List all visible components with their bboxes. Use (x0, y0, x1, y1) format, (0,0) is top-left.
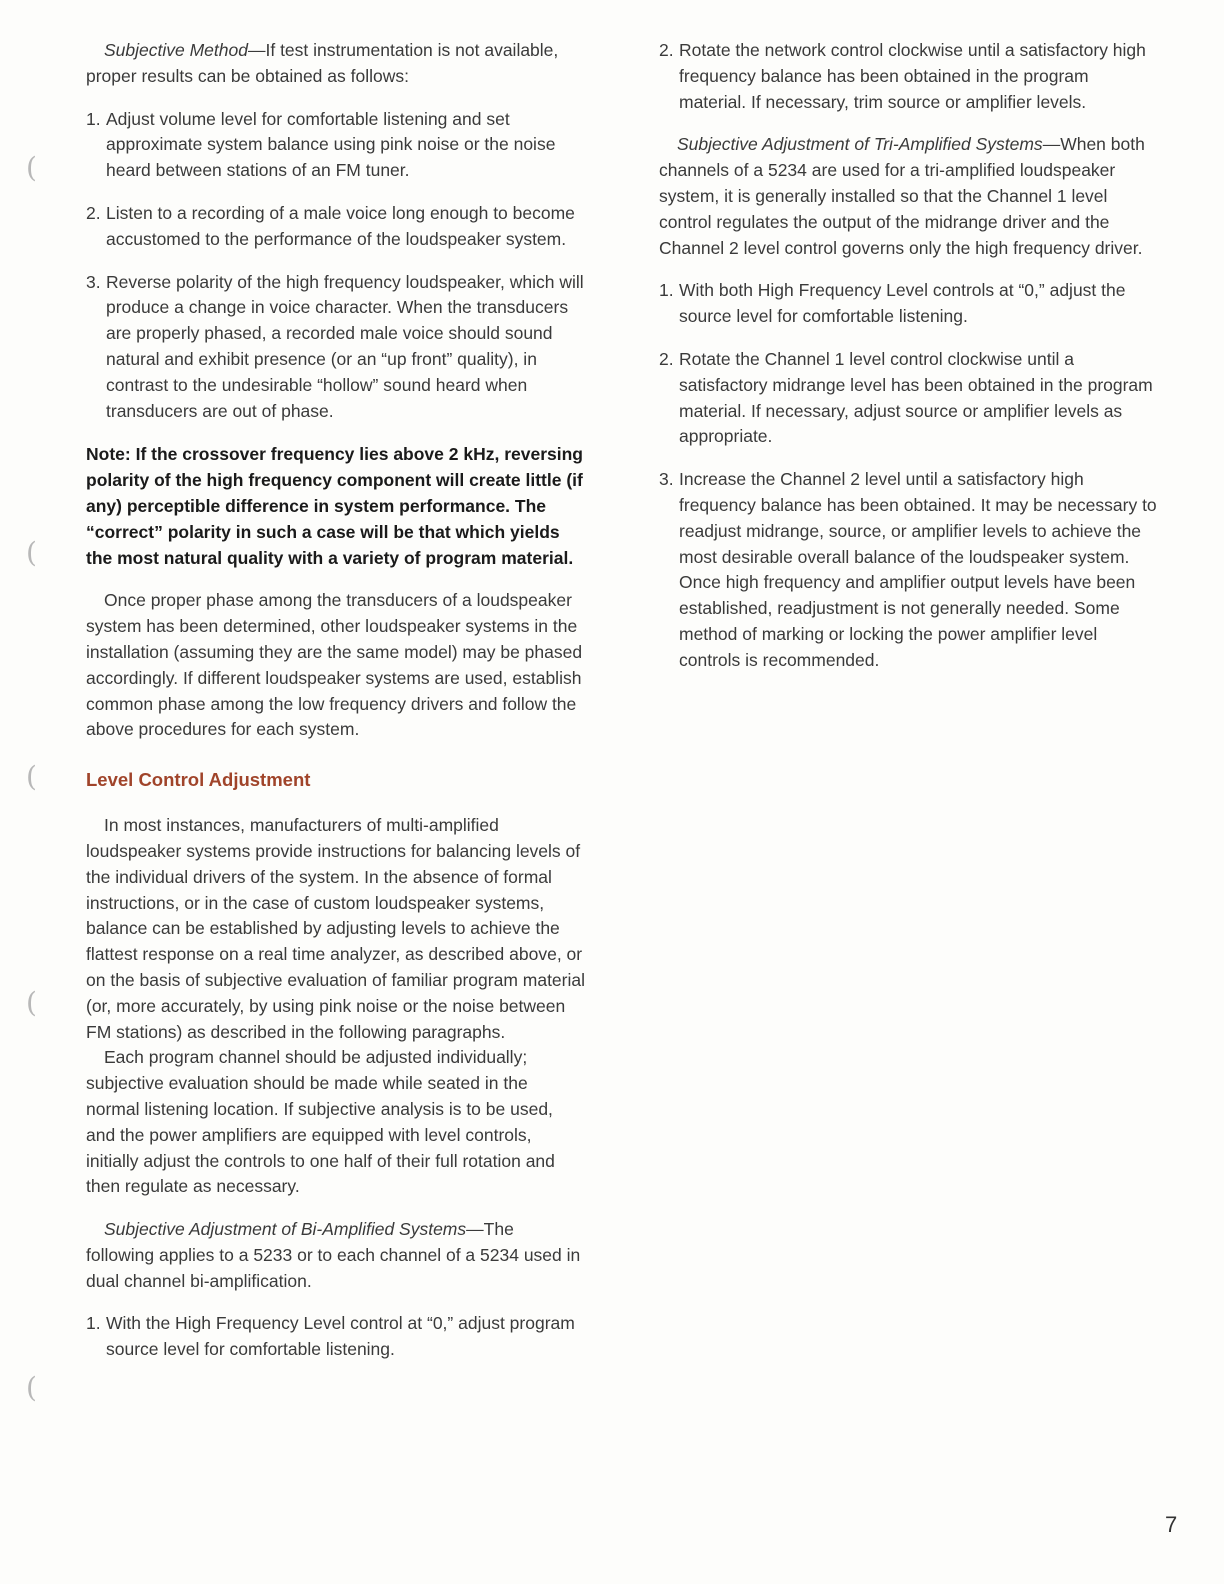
list-number: 1. (659, 280, 674, 301)
binder-hole-mark: ( (26, 986, 37, 1019)
list-number: 2. (86, 202, 101, 223)
list-text: Rotate the Channel 1 level control clockwise until a satisfactory midrange level has been obtained in the program material. If necessary, adjust source or amplifier levels as appropriate. (679, 348, 1153, 447)
tri-amp-paragraph (659, 132, 1159, 261)
tri-amp-lead: Subjective Adjustment of Tri-Amplified Systems (677, 134, 1043, 155)
subjective-method-text: —If test instrumentation is not available, proper results can be obtained as follows: (86, 40, 559, 86)
phase-paragraph: Once proper phase among the transducers of a loudspeaker system has been determined, other loudspeaker systems in the installation (assuming they are the same model) may be phased accordingly. If different loudspeaker systems are used, establish common phase among the low frequency drivers and follow the above procedures for each system. (86, 590, 583, 740)
bi-amp-paragraph (86, 1217, 586, 1294)
list-item (659, 347, 1159, 450)
list-text: Increase the Channel 2 level until a satisfactory high frequency balance has been obtained. It may be necessary to readjust midrange, source, or amplifier levels to achieve the most desirable overall balance of the loudspeaker system. Once high frequency and amplifier output levels have been established, readjustment is not generally needed. Some method of marking or locking the power amplifier level controls is recommended. (679, 469, 1157, 670)
level-paragraph-1: In most instances, manufacturers of multi-amplified loudspeaker systems provide instructions for balancing levels of the individual drivers of the system. In the absence of formal instructions, or in the case of custom loudspeaker systems, balance can be established by adjusting levels to achieve the flattest response on a real time analyzer, as described above, or on the basis of subjective evaluation of familiar program material (or, more accurately, by using pink noise or the noise between FM stations) as described in the following paragraphs. (86, 815, 585, 1042)
polarity-note: Note: If the crossover frequency lies above 2 kHz, reversing polarity of the high frequency component will create little (if any) perceptible difference in system performance. The “correct” polarity in such a case will be that which yields the most natural quality with a variety of program material. (86, 444, 583, 569)
level-control-heading: Level Control Adjustment (86, 769, 311, 791)
list-number: 2. (659, 348, 674, 369)
list-item (659, 38, 1159, 115)
list-number: 3. (659, 469, 674, 490)
list-item (86, 201, 586, 253)
list-number: 3. (86, 271, 101, 292)
page-number: 7 (1165, 1512, 1178, 1537)
binder-hole-mark: ( (26, 1371, 37, 1404)
list-text: Reverse polarity of the high frequency loudspeaker, which will produce a change in voice character. When the transducers are properly phased, a recorded male voice should sound natural and exhibit presence (or an “up front” quality), in contrast to the undesirable “hollow” sound heard when transducers are out of phase. (106, 271, 584, 421)
list-item (86, 1311, 586, 1363)
list-number: 1. (86, 108, 101, 129)
binder-hole-mark: ( (26, 151, 37, 184)
right-column (659, 38, 1159, 674)
level-paragraph-2: Each program channel should be adjusted individually; subjective evaluation should be made while seated in the normal listening location. If subjective analysis is to be used, and the power amplifiers are equipped with level controls, initially adjust the controls to one half of their full rotation and then regulate as necessary. (86, 1047, 555, 1197)
subjective-method-lead: Subjective Method (104, 40, 248, 60)
list-item (86, 270, 586, 425)
subjective-method-paragraph (86, 38, 586, 90)
list-text: With both High Frequency Level controls at “0,” adjust the source level for comfortable listening. (679, 280, 1126, 327)
bi-amp-lead: Subjective Adjustment of Bi-Amplified Systems (104, 1219, 467, 1240)
list-text: Listen to a recording of a male voice long enough to become accustomed to the performance of the loudspeaker system. (106, 202, 575, 249)
list-number: 1. (86, 1313, 101, 1334)
list-text: With the High Frequency Level control at “0,” adjust program source level for comfortable listening. (106, 1313, 575, 1360)
binder-hole-mark: ( (26, 536, 37, 569)
binder-hole-mark: ( (26, 760, 37, 793)
list-item (86, 107, 586, 184)
tri-amp-text: —When both channels of a 5234 are used for a tri-amplified loudspeaker system, it is generally installed so that the Channel 1 level control regulates the output of the midrange driver and the Channel 2 level control governs only the high frequency driver. (659, 134, 1145, 258)
list-number: 2. (659, 40, 674, 60)
list-item (659, 467, 1159, 673)
list-item (659, 278, 1159, 330)
list-text: Rotate the network control clockwise until a satisfactory high frequency balance has been obtained in the program material. If necessary, trim source or amplifier levels. (679, 40, 1146, 112)
left-column (86, 38, 586, 1363)
list-text: Adjust volume level for comfortable listening and set approximate system balance using pink noise or the noise heard between stations of an FM tuner. (106, 108, 556, 181)
bi-amp-text: —The following applies to a 5233 or to each channel of a 5234 used in dual channel bi-amplification. (86, 1219, 581, 1291)
